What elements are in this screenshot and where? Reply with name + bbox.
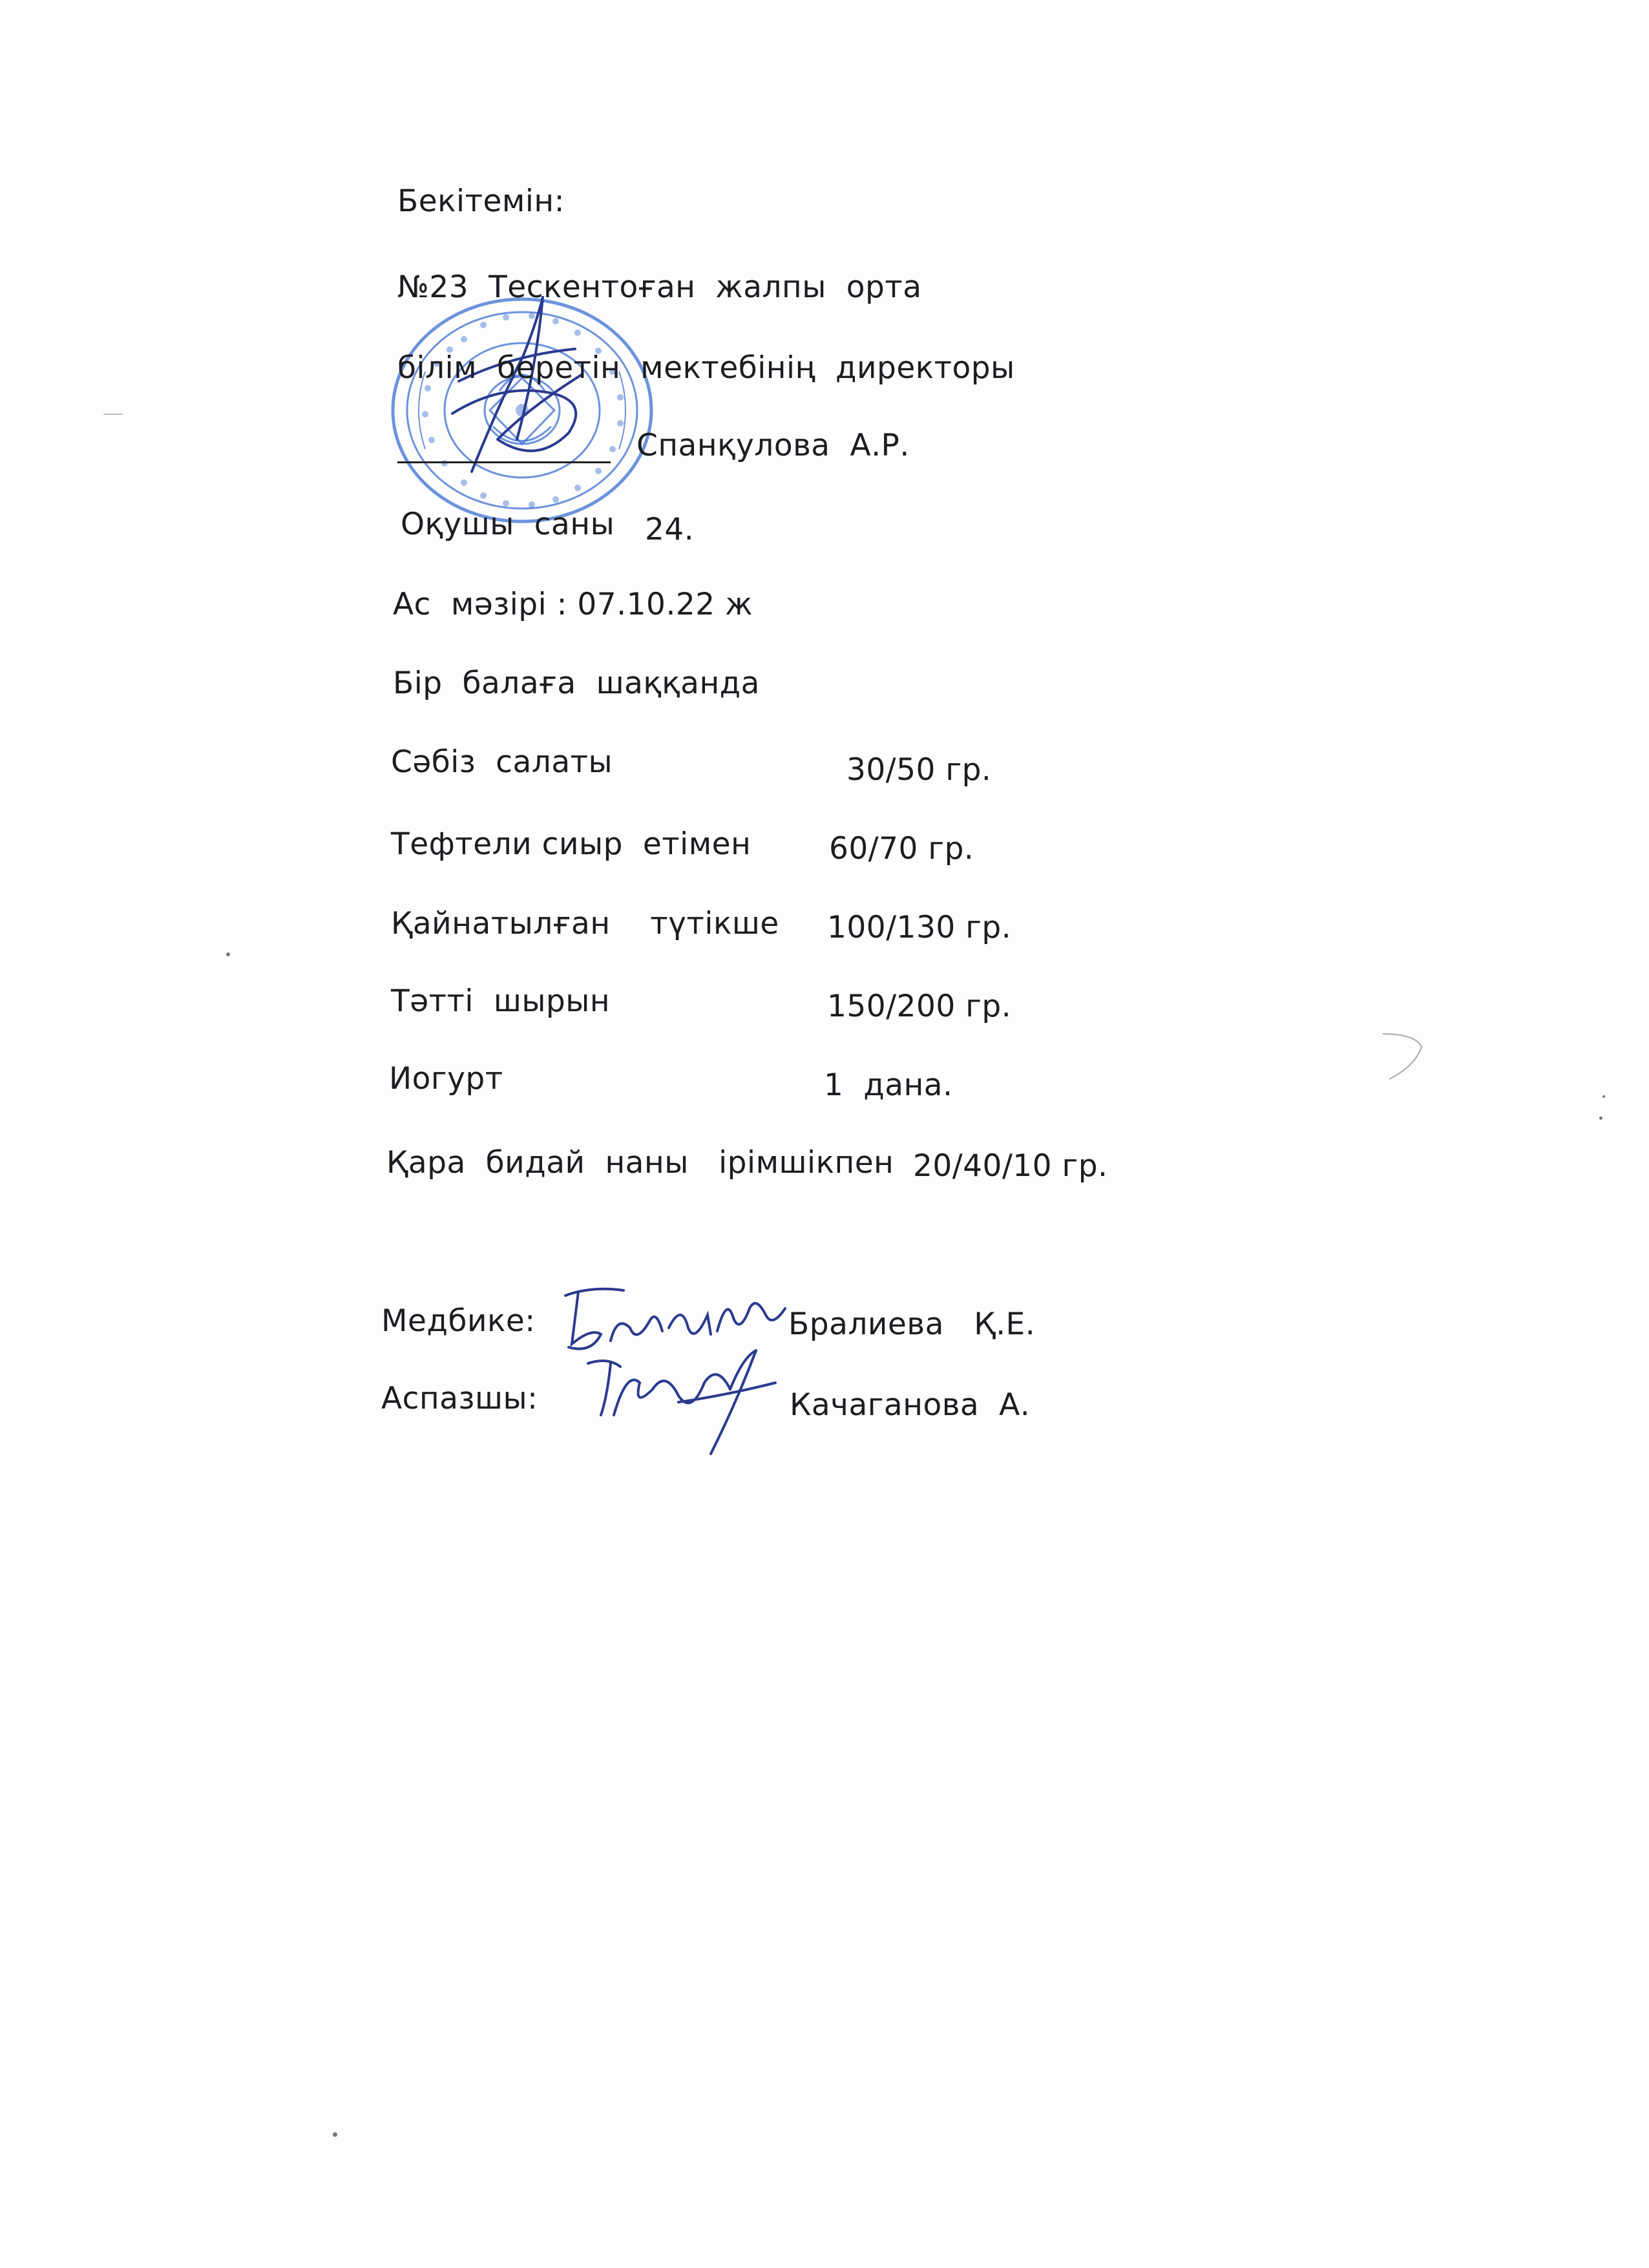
cook-label: Аспазшы: [381, 1381, 538, 1416]
scan-mark [1376, 1027, 1428, 1086]
scan-speck [1602, 1095, 1605, 1098]
menu-item-amount: 20/40/10 гр. [913, 1148, 1108, 1184]
menu-item-name: Сәбіз салаты [391, 744, 613, 780]
scan-speck [226, 952, 230, 956]
menu-item-amount: 30/50 гр. [846, 752, 992, 788]
menu-item-name: Тефтели сиыр етімен [391, 826, 751, 862]
menu-item-name: Қайнатылған түтікше [391, 906, 779, 941]
menu-item-amount: 60/70 гр. [829, 831, 974, 866]
scan-speck [1599, 1117, 1602, 1120]
menu-item-name: Иогурт [389, 1061, 503, 1097]
scan-speck [103, 414, 123, 415]
menu-item-amount: 100/130 гр. [827, 910, 1012, 945]
students-count-value: 24. [645, 512, 695, 547]
cook-name: Качаганова А. [790, 1387, 1031, 1423]
per-child-heading: Бір балаға шаққанда [393, 666, 760, 701]
menu-item-name: Тәтті шырын [391, 983, 611, 1019]
director-name: Спанқулова А.Р. [636, 428, 910, 463]
cook-signature-icon [582, 1344, 788, 1460]
menu-date: Ас мәзірі : 07.10.22 ж [393, 587, 753, 622]
students-count-label: Оқушы саны [401, 507, 615, 542]
menu-item-amount: 150/200 гр. [827, 989, 1012, 1024]
menu-item-amount: 1 дана. [824, 1067, 953, 1103]
signature-line [397, 461, 611, 463]
nurse-name: Бралиева Қ.Е. [788, 1307, 1036, 1342]
approval-heading: Бекітемін: [397, 184, 565, 219]
scan-speck [333, 2132, 337, 2137]
menu-item-name: Қара бидай наны ірімшікпен [386, 1145, 894, 1181]
school-name-line-1: №23 Тескентоған жалпы орта [397, 269, 922, 305]
school-name-line-2: білім беретін мектебінің директоры [397, 350, 1015, 386]
nurse-label: Медбике: [381, 1303, 536, 1339]
